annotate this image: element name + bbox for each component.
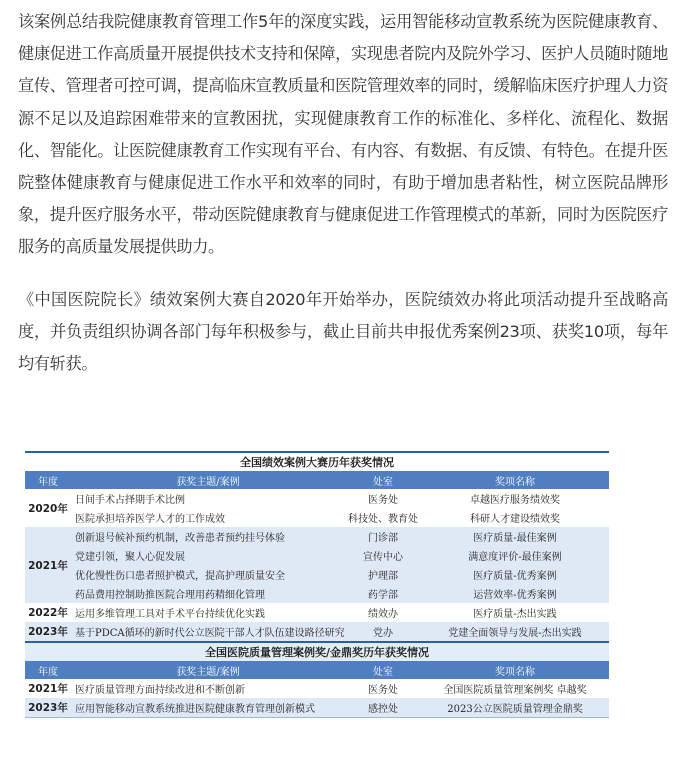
topic-cell: 优化慢性伤口患者照护模式，提高护理质量安全 <box>71 565 345 584</box>
table-row <box>25 603 609 622</box>
department-cell: 党办 <box>345 622 421 642</box>
award-cell: 科研人才建设绩效奖 <box>421 508 609 527</box>
topic-cell: 基于PDCA循环的新时代公立医院干部人才队伍建设路径研究 <box>71 622 345 642</box>
table-row <box>25 584 609 603</box>
topic-cell: 医疗质量管理方面持续改进和不断创新 <box>71 679 345 698</box>
column-header-award: 奖项名称 <box>421 471 609 489</box>
quality-award-table-title: 全国医院质量管理案例奖/金鼎奖历年获奖情况 <box>25 643 609 661</box>
column-header-topic: 获奖主题/案例 <box>71 471 345 489</box>
department-cell: 宣传中心 <box>345 546 421 565</box>
performance-award-table <box>25 451 609 643</box>
award-cell: 满意度评价-最佳案例 <box>421 546 609 565</box>
table-row <box>25 546 609 565</box>
year-cell: 2023年 <box>25 622 71 642</box>
quality-award-table <box>25 643 609 718</box>
column-header-department: 处室 <box>345 661 421 679</box>
table-row <box>25 489 609 508</box>
department-cell: 护理部 <box>345 565 421 584</box>
year-cell: 2022年 <box>25 603 71 622</box>
article-paragraph-2: 《中国医院院长》绩效案例大赛自2020年开始举办，医院绩效办将此项活动提升至战略高度，并负责组织协调各部门每年积极参与，截止目前共申报优秀案例23项、获奖10项，每年均有斩获。 <box>18 289 668 374</box>
award-cell: 运营效率-优秀案例 <box>421 584 609 603</box>
topic-cell: 医院承担培养医学人才的工作成效 <box>71 508 345 527</box>
table-row <box>25 679 609 698</box>
topic-cell: 药品费用控制助推医院合理用药精细化管理 <box>71 584 345 603</box>
table-row <box>25 622 609 642</box>
award-cell: 2023公立医院质量管理金鼎奖 <box>421 698 609 718</box>
column-header-award: 奖项名称 <box>421 661 609 679</box>
topic-cell: 应用智能移动宣教系统推进医院健康教育管理创新模式 <box>71 698 345 718</box>
topic-cell: 日间手术占择期手术比例 <box>71 489 345 508</box>
year-cell: 2020年 <box>25 489 71 527</box>
year-cell: 2021年 <box>25 527 71 603</box>
award-cell: 医疗质量-杰出实践 <box>421 603 609 622</box>
award-cell: 全国医院质量管理案例奖 卓越奖 <box>421 679 609 698</box>
department-cell: 科技处、教育处 <box>345 508 421 527</box>
column-header-year: 年度 <box>25 471 71 489</box>
table-row <box>25 508 609 527</box>
department-cell: 门诊部 <box>345 527 421 546</box>
article-body <box>18 6 668 380</box>
column-header-department: 处室 <box>345 471 421 489</box>
department-cell: 绩效办 <box>345 603 421 622</box>
table-row <box>25 565 609 584</box>
department-cell: 医务处 <box>345 679 421 698</box>
column-header-year: 年度 <box>25 661 71 679</box>
table-row <box>25 698 609 718</box>
topic-cell: 运用多维管理工具对手术平台持续优化实践 <box>71 603 345 622</box>
award-cell: 卓越医疗服务绩效奖 <box>421 489 609 508</box>
award-tables-image <box>25 451 609 718</box>
year-cell: 2023年 <box>25 698 71 718</box>
department-cell: 医务处 <box>345 489 421 508</box>
award-cell: 医疗质量-优秀案例 <box>421 565 609 584</box>
year-cell: 2021年 <box>25 679 71 698</box>
department-cell: 感控处 <box>345 698 421 718</box>
award-cell: 医疗质量-最佳案例 <box>421 527 609 546</box>
topic-cell: 党建引领，聚人心促发展 <box>71 546 345 565</box>
performance-award-table-title: 全国绩效案例大赛历年获奖情况 <box>25 452 609 471</box>
topic-cell: 创新退号候补预约机制，改善患者预约挂号体验 <box>71 527 345 546</box>
article-paragraph-1: 该案例总结我院健康教育管理工作5年的深度实践，运用智能移动宣教系统为医院健康教育、健康促进工作高质量开展提供技术支持和保障，实现患者院内及院外学习、医护人员随时随地宣传、管理者可控可调，提高临床宣教质量和医院管理效率的同时，缓解临床医疗护理人力资源不足以及追踪困难带来的宣教困扰，实现健康教育工作的标准化、多样化、流程化、数据化、智能化。让医院健康教育工作实现有平台、有内容、有数据、有反馈、有特色。在提升医院整体健康教育与健康促进工作水平和效率的同时，有助于增加患者粘性，树立医院品牌形象，提升医疗服务水平，带动医院健康教育与健康促进工作管理模式的革新，同时为医院医疗服务的高质量发展提供助力。 <box>18 12 668 257</box>
department-cell: 药学部 <box>345 584 421 603</box>
column-header-topic: 获奖主题/案例 <box>71 661 345 679</box>
award-cell: 党建全面领导与发展-杰出实践 <box>421 622 609 642</box>
table-row <box>25 527 609 546</box>
